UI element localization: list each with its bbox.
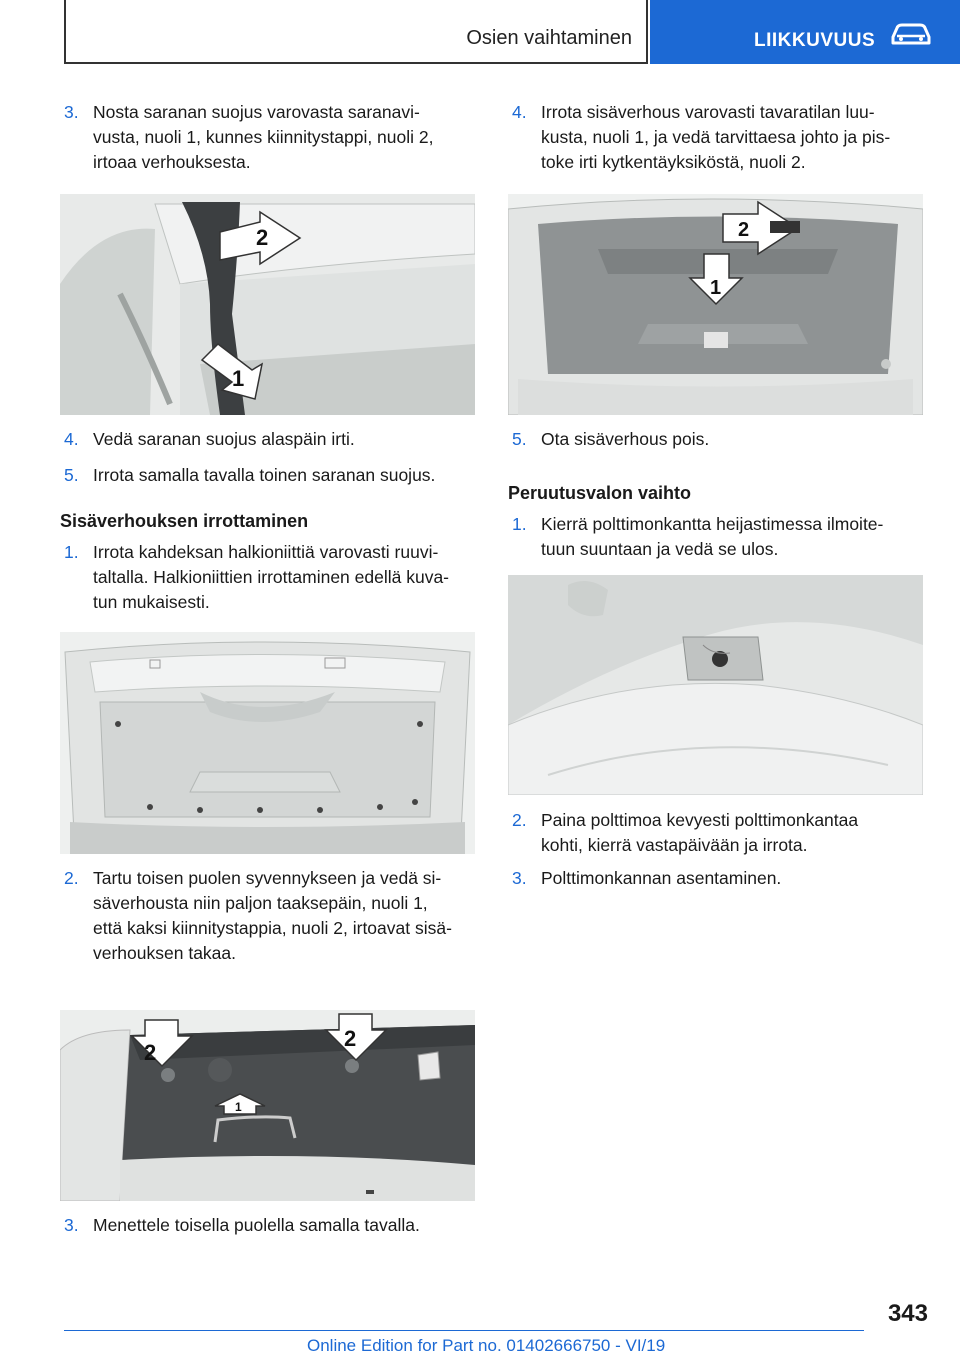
car-icon bbox=[889, 21, 933, 52]
arrow-label-2: 2 bbox=[344, 1026, 357, 1051]
step-number: 5. bbox=[512, 429, 527, 449]
step-1-turn-bulb-holder bbox=[508, 512, 928, 562]
left-column-mid bbox=[60, 427, 480, 615]
step-text-line: verhouksen takaa. bbox=[93, 943, 237, 963]
step-number: 2. bbox=[64, 868, 79, 888]
step-number: 3. bbox=[64, 1215, 79, 1235]
step-text-line: taltalla. Halkioniittien irrottaminen edellä kuva- bbox=[93, 567, 450, 587]
step-1-remove-rivets bbox=[60, 540, 480, 615]
step-text-line: että kaksi kiinnitystappia, nuoli 2, irtoavat sisä- bbox=[93, 918, 452, 938]
trim-pins-illustration bbox=[60, 1010, 475, 1201]
step-text-line: Ota sisäverhous pois. bbox=[541, 429, 710, 449]
step-number: 4. bbox=[512, 102, 527, 122]
step-number: 5. bbox=[64, 465, 79, 485]
trunk-trim-connector-illustration bbox=[508, 194, 923, 415]
section-heading-reverse-light: Peruutusvalon vaihto bbox=[508, 483, 692, 503]
step-text-line: Irrota kahdeksan halkioniittiä varovasti ruuvi- bbox=[93, 542, 439, 562]
header-title: Osien vaihtaminen bbox=[466, 27, 632, 49]
footer-divider bbox=[64, 1330, 864, 1331]
step-3-install-holder bbox=[508, 866, 928, 891]
step-text-line: tun mukaisesti. bbox=[93, 592, 210, 612]
step-text-line: Irrota sisäverhous varovasti tavaratilan luu- bbox=[541, 102, 875, 122]
step-text-line: Kierrä polttimonkantta heijastimessa ilmoite- bbox=[541, 514, 884, 534]
arrow-label-1: 1 bbox=[232, 366, 245, 391]
right-column-lower bbox=[508, 808, 928, 891]
step-5-take-trim-off bbox=[508, 427, 928, 452]
step-number: 4. bbox=[64, 429, 79, 449]
step-2-press-turn-bulb bbox=[508, 808, 928, 858]
step-3-lift-hinge-cover bbox=[60, 100, 480, 175]
bulb-holder-illustration bbox=[508, 575, 923, 795]
step-text-line: Vedä saranan suojus alaspäin irti. bbox=[93, 429, 355, 449]
arrow-label-2: 2 bbox=[738, 219, 750, 241]
header-section-label: LIIKKUVUUS bbox=[754, 30, 876, 51]
step-text-line: Nosta saranan suojus varovasta saranavi- bbox=[93, 102, 420, 122]
header-section-tab[interactable] bbox=[650, 0, 960, 64]
step-number: 2. bbox=[512, 810, 527, 830]
footer-edition: Online Edition for Part no. 01402666750 - VI/19 bbox=[307, 1336, 666, 1355]
left-column-lower bbox=[60, 866, 480, 966]
step-text-line: irtoaa verhouksesta. bbox=[93, 152, 251, 172]
step-text-line: säverhousta niin paljon taaksepäin, nuoli 1, bbox=[93, 893, 428, 913]
hinge-cover-illustration bbox=[60, 194, 475, 415]
arrow-label-1: 1 bbox=[235, 1100, 242, 1114]
step-2-pull-trim-back bbox=[60, 866, 480, 966]
left-column-bottom bbox=[60, 1213, 480, 1238]
step-text-line: Paina polttimoa kevyesti polttimonkantaa bbox=[541, 810, 859, 830]
step-number: 1. bbox=[512, 514, 527, 534]
step-number: 3. bbox=[512, 868, 527, 888]
arrow-label-1: 1 bbox=[710, 277, 722, 299]
step-text-line: toke irti kytkentäyksiköstä, nuoli 2. bbox=[541, 152, 806, 172]
step-5-other-cover bbox=[60, 463, 480, 488]
step-text-line: tuun suuntaan ja vedä se ulos. bbox=[541, 539, 779, 559]
header-title-box bbox=[64, 0, 648, 64]
step-4-pull-cover bbox=[60, 427, 480, 452]
trunk-lid-trim-illustration bbox=[60, 632, 475, 854]
step-text-line: vusta, nuoli 1, kunnes kiinnitystappi, nuoli 2, bbox=[93, 127, 434, 147]
step-text-line: kohti, kierrä vastapäivään ja irrota. bbox=[541, 835, 808, 855]
step-3-repeat-other-side bbox=[60, 1213, 480, 1238]
right-column-mid bbox=[508, 427, 928, 562]
step-number: 3. bbox=[64, 102, 79, 122]
step-text-line: Tartu toisen puolen syvennykseen ja vedä si- bbox=[93, 868, 442, 888]
step-number: 1. bbox=[64, 542, 79, 562]
right-column bbox=[508, 100, 928, 175]
page-number: 343 bbox=[887, 1300, 928, 1327]
step-4-remove-trim-connector bbox=[508, 100, 928, 175]
section-heading-trim-removal: Sisäverhouksen irrottaminen bbox=[60, 511, 309, 531]
step-text-line: Menettele toisella puolella samalla tavalla. bbox=[93, 1215, 420, 1235]
left-column bbox=[60, 100, 480, 175]
step-text-line: kusta, nuoli 1, ja vedä tarvittaesa johto ja pis- bbox=[541, 127, 891, 147]
arrow-label-2: 2 bbox=[256, 225, 269, 250]
step-text-line: Irrota samalla tavalla toinen saranan suojus. bbox=[93, 465, 436, 485]
step-text-line: Polttimonkannan asentaminen. bbox=[541, 868, 782, 888]
arrow-label-2: 2 bbox=[144, 1040, 157, 1065]
